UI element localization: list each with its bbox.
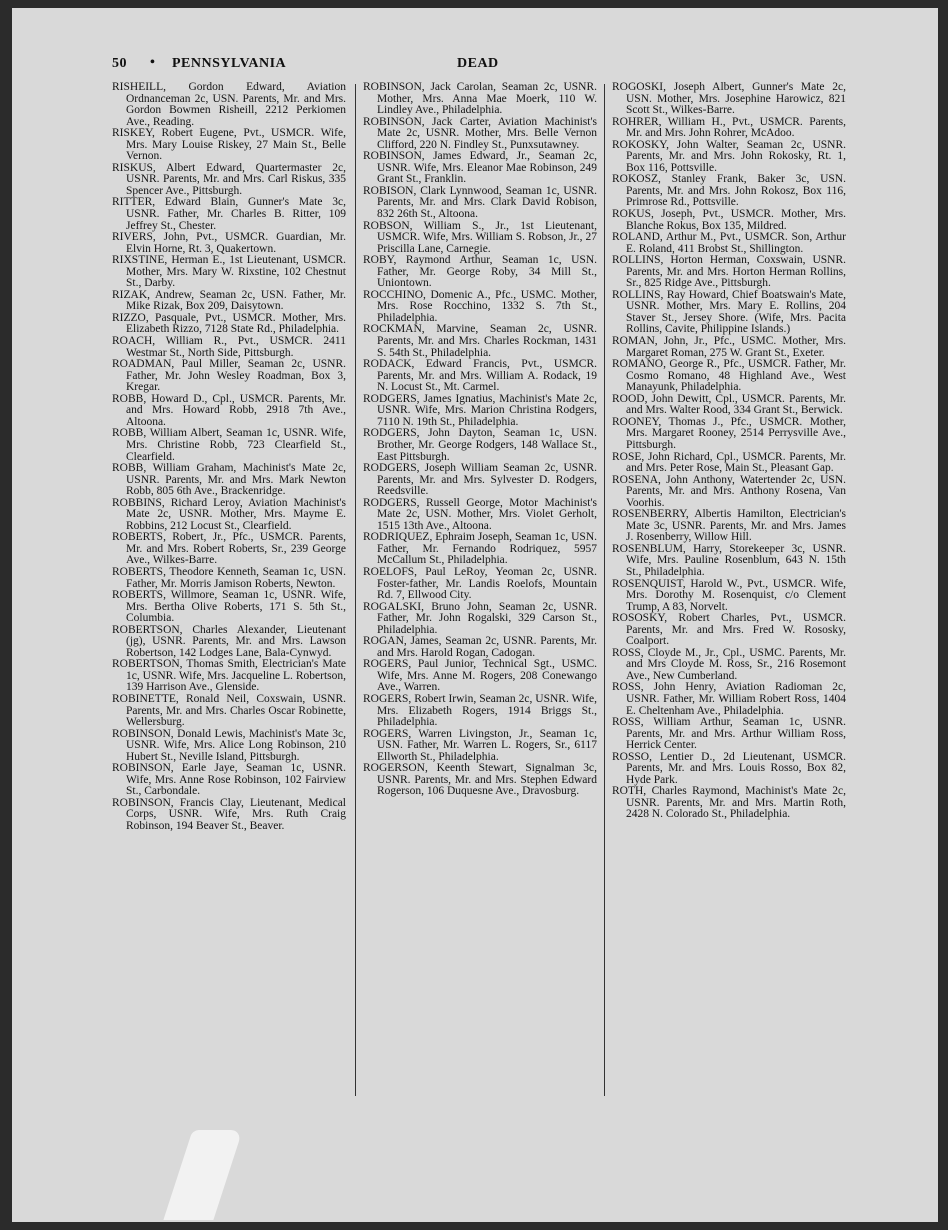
header-bullet: • [150,55,156,70]
casualty-entry: ROELOFS, Paul LeRoy, Yeoman 2c, USNR. Foster-father, Mr. Landis Roelofs, Mountain Rd. 7, Ellwood City. [363,565,597,602]
casualty-entry: ROONEY, Thomas J., Pfc., USMCR. Mother, Mrs. Margaret Rooney, 2514 Perrysville Ave., Pittsburgh. [612,415,846,451]
casualty-entry: ROLAND, Arthur M., Pvt., USMCR. Son, Arthur E. Roland, 411 Brobst St., Shillington. [612,231,846,255]
casualty-entry: ROBERTS, Willmore, Seaman 1c, USNR. Wife, Mrs. Bertha Olive Roberts, 171 S. 5th St., Columbia. [112,589,346,625]
casualty-entry: ROBINSON, Jack Carolan, Seaman 2c, USNR. Mother, Mrs. Anna Mae Moerk, 110 W. Lindley Ave., Philadelphia. [363,81,597,117]
casualty-entry: ROBINSON, Jack Carter, Aviation Machinist's Mate 2c, USNR. Mother, Mrs. Belle Vernon Clifford, 220 N. Findley St., Punxsutawney. [363,115,597,151]
casualty-entry: RIZZO, Pasquale, Pvt., USMCR. Mother, Mrs. Elizabeth Rizzo, 7128 State Rd., Philadelphia. [112,311,346,336]
column-2 [363,82,597,798]
casualty-entry: ROACH, William R., Pvt., USMCR. 2411 Westmar St., North Side, Pittsburgh. [112,335,346,359]
casualty-entry: ROBERTSON, Thomas Smith, Electrician's Mate 1c, USNR. Wife, Mrs. Jacqueline L. Robertson, 139 Harrison Ave., Glenside. [112,658,346,694]
casualty-entry: RODGERS, Russell George, Motor Machinist's Mate 2c, USN. Mother, Mrs. Violet Gerholt, 1515 13th Ave., Altoona. [363,496,597,532]
casualty-entry: RODGERS, James Ignatius, Machinist's Mate 2c, USNR. Wife, Mrs. Marion Christina Rodgers, 7110 N. 19th St., Philadelphia. [363,392,597,428]
casualty-entry: RODRIQUEZ, Ephraim Joseph, Seaman 1c, USN. Father, Mr. Fernando Rodriquez, 5957 McCallum St., Philadelphia. [363,531,597,567]
casualty-entry: ROSENA, John Anthony, Watertender 2c, USN. Parents, Mr. and Mrs. Anthony Rosena, Van Voorhis. [612,473,846,509]
column-divider [604,84,605,1096]
casualty-entry: ROSE, John Richard, Cpl., USMCR. Parents, Mr. and Mrs. Peter Rose, Main St., Pleasant Gap. [612,450,846,475]
casualty-entry: ROBERTSON, Charles Alexander, Lieutenant (jg), USNR. Parents, Mr. and Mrs. Lawson Robertson, 142 Lodges Lane, Bala-Cynwyd. [112,623,346,659]
page-header [112,56,602,76]
casualty-entry: ROCCHINO, Domenic A., Pfc., USMC. Mother, Mrs. Rose Rocchino, 1332 S. 7th St., Philadelphia. [363,288,597,324]
casualty-entry: ROKOSZ, Stanley Frank, Baker 3c, USN. Parents, Mr. and Mrs. John Rokosz, Box 116, Primrose Rd., Pottsville. [612,173,846,209]
casualty-entry: ROBERTS, Theodore Kenneth, Seaman 1c, USN. Father, Mr. Morris Jamison Roberts, Newton. [112,565,346,590]
casualty-entry: ROBY, Raymond Arthur, Seaman 1c, USN. Father, Mr. George Roby, 34 Mill St., Uniontown. [363,254,597,290]
casualty-entry: ROSSO, Lentier D., 2d Lieutenant, USMCR. Parents, Mr. and Mrs. Louis Rosso, Box 82, Hyde Park. [612,750,846,786]
casualty-entry: ROGALSKI, Bruno John, Seaman 2c, USNR. Father, Mr. John Rogalski, 329 Carson St., Philadelphia. [363,600,597,636]
casualty-entry: RIXSTINE, Herman E., 1st Lieutenant, USMCR. Mother, Mrs. Mary W. Rixstine, 102 Chestnut St., Darby. [112,254,346,290]
casualty-entry: ROBB, William Albert, Seaman 1c, USNR. Wife, Mrs. Christine Robb, 723 Clearfield St., Clearfield. [112,427,346,463]
casualty-entry: RISKUS, Albert Edward, Quartermaster 2c, USNR. Parents, Mr. and Mrs. Carl Riskus, 335 Spencer Ave., Pittsburgh. [112,161,346,197]
casualty-entry: ROLLINS, Ray Howard, Chief Boatswain's Mate, USNR. Mother, Mrs. Mary E. Rollins, 204 Staver St., Jersey Shore. (Wife, Mrs. Pacita Rollins, Cavite, Philippine Islands.) [612,288,846,336]
casualty-entry: ROADMAN, Paul Miller, Seaman 2c, USNR. Father, Mr. John Wesley Roadman, Box 3, Kregar. [112,358,346,394]
casualty-entry: ROOD, John Dewitt, Cpl., USMCR. Parents, Mr. and Mrs. Walter Rood, 334 Grant St., Berwick. [612,392,846,417]
casualty-entry: ROBSON, William S., Jr., 1st Lieutenant, USMCR. Wife, Mrs. William S. Robson, Jr., 27 Priscilla Lane, Carnegie. [363,219,597,255]
casualty-entry: ROGOSKI, Joseph Albert, Gunner's Mate 2c, USN. Mother, Mrs. Josephine Harowicz, 821 Scott St., Wilkes-Barre. [612,81,846,117]
column-3 [612,82,846,821]
casualty-entry: ROHRER, William H., Pvt., USMCR. Parents, Mr. and Mrs. John Rohrer, McAdoo. [612,115,846,140]
casualty-entry: ROKUS, Joseph, Pvt., USMCR. Mother, Mrs. Blanche Rokus, Box 135, Mildred. [612,208,846,232]
casualty-entry: ROBINETTE, Ronald Neil, Coxswain, USNR. Parents, Mr. and Mrs. Charles Oscar Robinette, Wellersburg. [112,692,346,729]
casualty-entry: ROCKMAN, Marvine, Seaman 2c, USNR. Parents, Mr. and Mrs. Charles Rockman, 1431 S. 54th St., Philadelphia. [363,323,597,359]
casualty-entry: ROGERS, Robert Irwin, Seaman 2c, USNR. Wife, Mrs. Elizabeth Rogers, 1914 Briggs St., Philadelphia. [363,692,597,729]
casualty-entry: ROSENBERRY, Albertis Hamilton, Electrician's Mate 3c, USNR. Parents, Mr. and Mrs. James J. Rosenberry, Willow Hill. [612,508,846,544]
casualty-entry: ROSS, John Henry, Aviation Radioman 2c, USNR. Father, Mr. William Robert Ross, 1404 E. Cheltenham Ave., Philadelphia. [612,681,846,717]
column-divider [355,84,356,1096]
casualty-entry: ROMANO, George R., Pfc., USMCR. Father, Mr. Cosmo Romano, 48 Highland Ave., West Manayunk, Philadelphia. [612,358,846,394]
casualty-entry: RIVERS, John, Pvt., USMCR. Guardian, Mr. Elvin Horne, Rt. 3, Quakertown. [112,231,346,255]
casualty-entry: ROBBINS, Richard Leroy, Aviation Machinist's Mate 2c, USNR. Mother, Mrs. Mayme E. Robbins, 212 Locust St., Clearfield. [112,496,346,532]
casualty-entry: RODGERS, John Dayton, Seaman 1c, USN. Brother, Mr. George Rodgers, 148 Wallace St., East Pittsburgh. [363,427,597,463]
casualty-entry: ROGERSON, Keenth Stewart, Signalman 3c, USNR. Parents, Mr. and Mrs. Stephen Edward Rogerson, 106 Duquesne Ave., Dravosburg. [363,762,597,798]
casualty-entry: ROGAN, James, Seaman 2c, USNR. Parents, Mr. and Mrs. Harold Rogan, Cadogan. [363,635,597,659]
page-number: 50 [112,56,127,71]
casualty-entry: RITTER, Edward Blain, Gunner's Mate 3c, USNR. Father, Mr. Charles B. Ritter, 109 Jeffrey St., Chester. [112,196,346,232]
casualty-entry: ROSENBLUM, Harry, Storekeeper 3c, USNR. Wife, Mrs. Pauline Rosenblum, 643 N. 15th St., Philadelphia. [612,542,846,578]
casualty-entry: ROMAN, John, Jr., Pfc., USMC. Mother, Mrs. Margaret Roman, 275 W. Grant St., Exeter. [612,335,846,359]
casualty-entry: RISKEY, Robert Eugene, Pvt., USMCR. Wife, Mrs. Mary Louise Riskey, 27 Main St., Belle Vernon. [112,127,346,163]
column-1 [112,82,346,833]
casualty-entry: RODACK, Edward Francis, Pvt., USMCR. Parents, Mr. and Mrs. William A. Rodack, 19 N. Locust St., Mt. Carmel. [363,358,597,394]
casualty-entry: RODGERS, Joseph William Seaman 2c, USNR. Parents, Mr. and Mrs. Sylvester D. Rodgers, Reedsville. [363,462,597,498]
casualty-entry: ROSOSKY, Robert Charles, Pvt., USMCR. Parents, Mr. and Mrs. Fred W. Rososky, Coalport. [612,612,846,648]
casualty-entry: RIZAK, Andrew, Seaman 2c, USN. Father, Mr. Mike Rizak, Box 209, Daisytown. [112,288,346,313]
casualty-entry: ROSS, William Arthur, Seaman 1c, USNR. Parents, Mr. and Mrs. Arthur William Ross, Herrick Center. [612,716,846,752]
casualty-entry: ROBB, Howard D., Cpl., USMCR. Parents, Mr. and Mrs. Howard Robb, 2918 7th Ave., Altoona. [112,392,346,428]
casualty-entry: ROBINSON, Earle Jaye, Seaman 1c, USNR. Wife, Mrs. Anne Rose Robinson, 102 Fairview St., Carbondale. [112,762,346,798]
casualty-entry: ROGERS, Paul Junior, Technical Sgt., USMC. Wife, Mrs. Anne M. Rogers, 208 Conewango Ave., Warren. [363,658,597,694]
casualty-entry: RISHEILL, Gordon Edward, Aviation Ordnanceman 2c, USN. Parents, Mr. and Mrs. Gordon Bowmen Risheill, 2212 Perkiomen Ave., Reading. [112,81,346,128]
casualty-entry: ROKOSKY, John Walter, Seaman 2c, USNR. Parents, Mr. and Mrs. John Rokosky, Rt. 1, Box 116, Pottsville. [612,138,846,174]
casualty-entry: ROBINSON, Donald Lewis, Machinist's Mate 3c, USNR. Wife, Mrs. Alice Long Robinson, 210 Hubert St., Neville Island, Pittsburgh. [112,727,346,763]
casualty-entry: ROSENQUIST, Harold W., Pvt., USMCR. Wife, Mrs. Dorothy M. Rosenquist, c/o Clement Trump, A 83, Norvelt. [612,577,846,613]
casualty-entry: ROBERTS, Robert, Jr., Pfc., USMCR. Parents, Mr. and Mrs. Robert Roberts, Sr., 239 George Ave., Wilkes-Barre. [112,531,346,567]
casualty-entry: ROBISON, Clark Lynnwood, Seaman 1c, USNR. Parents, Mr. and Mrs. Clark David Robison, 832 26th St., Altoona. [363,184,597,221]
casualty-entry: ROBINSON, Francis Clay, Lieutenant, Medical Corps, USNR. Wife, Mrs. Ruth Craig Robinson, 194 Beaver St., Beaver. [112,796,346,832]
casualty-entry: ROLLINS, Horton Herman, Coxswain, USNR. Parents, Mr. and Mrs. Horton Herman Rollins, Sr., 825 Ridge Ave., Pittsburgh. [612,254,846,290]
casualty-entry: ROBINSON, James Edward, Jr., Seaman 2c, USNR. Wife, Mrs. Eleanor Mae Robinson, 249 Grant St., Franklin. [363,150,597,186]
casualty-entry: ROGERS, Warren Livingston, Jr., Seaman 1c, USN. Father, Mr. Warren L. Rogers, Sr., 6117 Ellworth St., Philadelphia. [363,727,597,763]
casualty-entry: ROTH, Charles Raymond, Machinist's Mate 2c, USNR. Parents, Mr. and Mrs. Martin Roth, 2428 N. Colorado St., Philadelphia. [612,785,846,821]
category-title: DEAD [457,56,499,71]
state-name: PENNSYLVANIA [172,56,287,71]
casualty-entry: ROBB, William Graham, Machinist's Mate 2c, USNR. Parents, Mr. and Mrs. Mark Newton Robb, 805 6th Ave., Brackenridge. [112,462,346,498]
casualty-entry: ROSS, Cloyde M., Jr., Cpl., USMC. Parents, Mr. and Mrs Cloyde M. Ross, Sr., 216 Rosemont Ave., New Cumberland. [612,646,846,682]
